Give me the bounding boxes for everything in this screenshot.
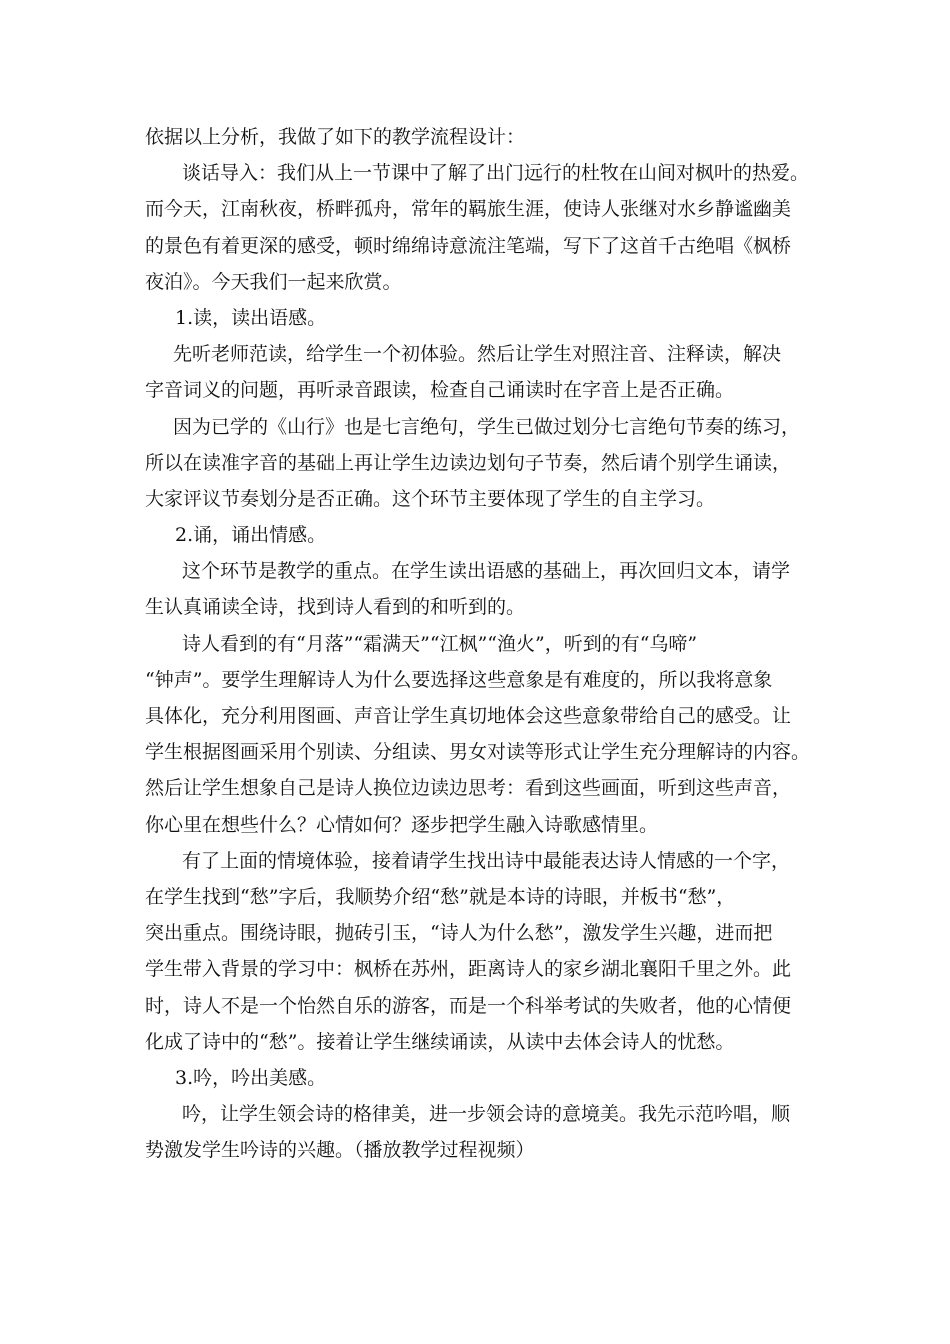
text-line: 夜泊》。今天我们一起来欣赏。 <box>145 270 402 293</box>
text-line: 具体化，充分利用图画、声音让学生真切地体会这些意象带给自己的感受。让 <box>145 705 792 727</box>
text-line: 吟，让学生领会诗的格律美，进一步领会诗的意境美。我先示范吟唱，顺 <box>182 1103 791 1126</box>
text-line: 时，诗人不是一个怡然自乐的游客，而是一个科举考试的失败者，他的心情便 <box>145 994 792 1017</box>
text-line: 所以在读准字音的基础上再让学生边读边划句子节奏，然后请个别学生诵读， <box>145 451 792 474</box>
text-line: 学生带入背景的学习中：枫桥在苏州，距离诗人的家乡湖北襄阳千里之外。此 <box>145 958 792 981</box>
text-line: 的景色有着更深的感受，顿时绵绵诗意流注笔端，写下了这首千古绝唱《枫桥 <box>145 234 792 257</box>
document-body <box>145 119 815 1168</box>
text-line: 生认真诵读全诗，找到诗人看到的和听到的。 <box>145 596 526 619</box>
text-line: 势激发学生吟诗的兴趣。（播放教学过程视频） <box>145 1139 535 1162</box>
text-line: 谈话导入：我们从上一节课中了解了出门远行的杜牧在山间对枫叶的热爱。 <box>182 162 810 185</box>
text-line: 字音词义的问题，再听录音跟读，检查自己诵读时在字音上是否正确。 <box>145 379 735 402</box>
section-heading: 2.诵，诵出情感。 <box>175 524 327 547</box>
text-line: 有了上面的情境体验，接着请学生找出诗中最能表达诗人情感的一个字， <box>182 849 791 872</box>
section-heading: 3.吟，吟出美感。 <box>175 1066 327 1089</box>
text-line: 学生根据图画采用个别读、分组读、男女对读等形式让学生充分理解诗的内容。 <box>145 741 811 764</box>
text-line: 而今天，江南秋夜，桥畔孤舟，常年的羁旅生涯，使诗人张继对水乡静谧幽美 <box>145 198 792 221</box>
text-line: 大家评议节奏划分是否正确。这个环节主要体现了学生的自主学习。 <box>145 487 716 510</box>
text-line: 然后让学生想象自己是诗人换位边读边思考：看到这些画面，听到这些声音， <box>145 777 792 800</box>
text-line: 你心里在想些什么？心情如何？逐步把学生融入诗歌感情里。 <box>145 813 659 836</box>
text-line: 突出重点。围绕诗眼，抛砖引玉，“诗人为什么愁”，激发学生兴趣，进而把 <box>145 922 773 945</box>
section-heading: 1.读，读出语感。 <box>175 306 327 329</box>
text-line: 这个环节是教学的重点。在学生读出语感的基础上，再次回归文本，请学 <box>182 560 791 583</box>
text-line: 在学生找到“愁”字后，我顺势介绍“愁”就是本诗的诗眼，并板书“愁”， <box>145 885 736 908</box>
text-line: 因为已学的《山行》也是七言绝句，学生已做过划分七言绝句节奏的练习， <box>173 415 801 438</box>
text-line: 依据以上分析，我做了如下的教学流程设计： <box>145 126 526 148</box>
text-line: 先听老师范读，给学生一个初体验。然后让学生对照注音、注释读，解决 <box>173 343 782 366</box>
text-line: “钟声”。要学生理解诗人为什么要选择这些意象是有难度的，所以我将意象 <box>145 668 773 691</box>
text-line: 诗人看到的有“月落”“霜满天”“江枫”“渔火”，听到的有“乌啼” <box>182 632 698 655</box>
text-line: 化成了诗中的“愁”。接着让学生继续诵读，从读中去体会诗人的忧愁。 <box>145 1030 735 1053</box>
